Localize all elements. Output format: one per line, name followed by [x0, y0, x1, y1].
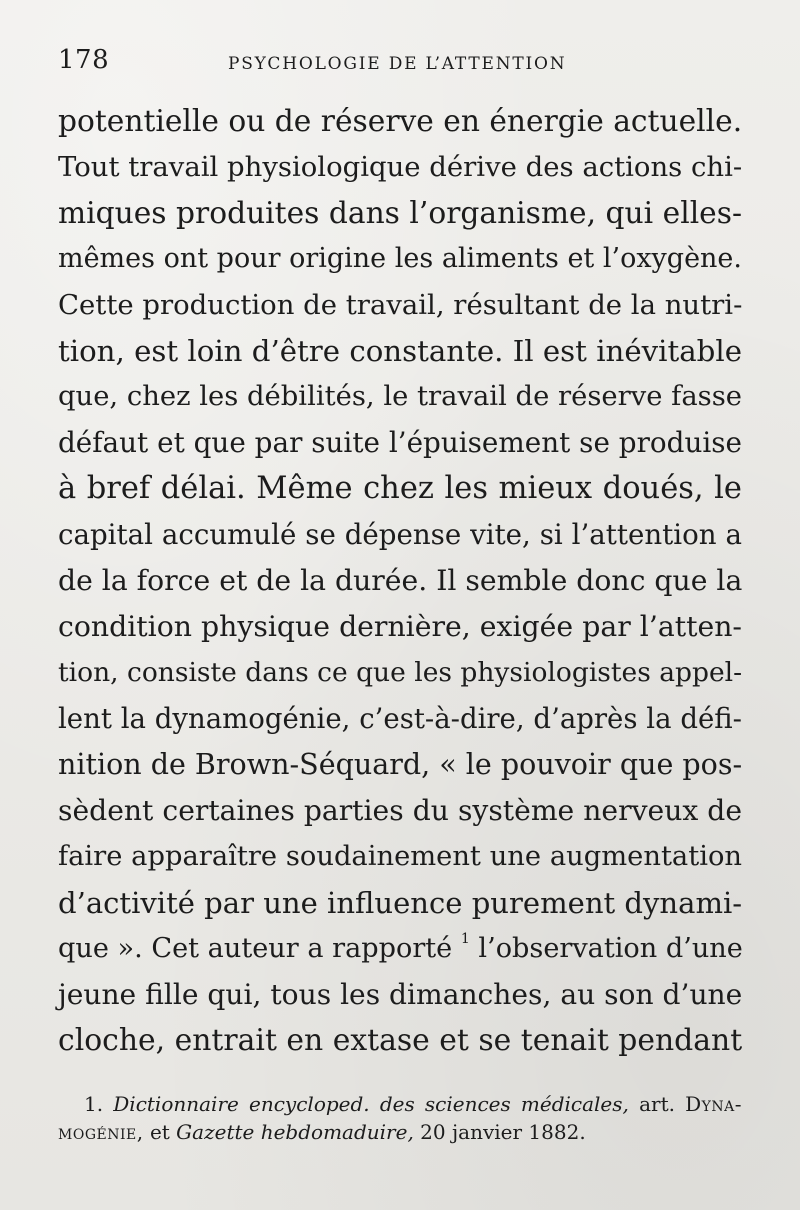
page-header — [58, 44, 748, 84]
text-line: défaut et que par suite l’épuisement se produise — [58, 426, 742, 459]
footnote-line — [58, 1118, 742, 1146]
text-segment: que ». Cet auteur a rapporté — [58, 933, 453, 964]
text-line: jeune fille qui, tous les dimanches, au son d’une — [58, 978, 743, 1011]
footnote — [58, 1090, 742, 1146]
text-line: Cette production de travail, résultant de la nutri- — [58, 289, 743, 321]
footnote-line — [58, 1090, 742, 1118]
text-line: faire apparaître soudainement une augmentation — [58, 841, 743, 872]
text-line: de la force et de la durée. Il semble donc que la — [58, 564, 743, 597]
page-number: 178 — [58, 45, 110, 75]
running-title: PSYCHOLOGIE DE L’ATTENTION — [228, 54, 567, 74]
text-line: potentielle ou de réserve en énergie actuelle. — [58, 103, 743, 138]
text-line: tion, est loin d’être constante. Il est inévitable — [58, 334, 743, 368]
text-line: à bref délai. Même chez les mieux doués, le — [58, 471, 742, 506]
text-line: nition de Brown-Séquard, « le pouvoir que pos- — [58, 748, 743, 781]
text-line: sèdent certaines parties du système nerveux de — [58, 794, 743, 827]
footnote-reference: 1 — [460, 931, 470, 947]
text-line: capital accumulé se dépense vite, si l’attention a — [58, 518, 742, 551]
body-text — [58, 98, 742, 1064]
footnote-number: 1. — [84, 1092, 104, 1116]
text-line: mêmes ont pour origine les aliments et l’oxygène. — [58, 243, 742, 274]
footnote-text: et — [149, 1120, 170, 1144]
text-line: condition physique dernière, exigée par l’atten- — [58, 610, 742, 643]
footnote-source-title: Gazette hebdomaduire, — [176, 1120, 414, 1144]
text-line: que, chez les débilités, le travail de réserve fasse — [58, 381, 743, 412]
footnote-article: mogénie, — [58, 1120, 144, 1144]
footnote-source-title: Dictionnaire encycloped. des sciences médicales, — [113, 1092, 629, 1116]
text-line: miques produites dans l’organisme, qui elles- — [58, 195, 742, 230]
text-line: Tout travail physiologique dérive des actions chi- — [58, 151, 743, 183]
text-line-with-note — [58, 926, 742, 972]
footnote-date: 20 janvier 1882. — [420, 1120, 586, 1144]
text-line: lent la dynamogénie, c’est-à-dire, d’après la défi- — [58, 703, 742, 735]
text-line: d’activité par une influence purement dynami- — [58, 886, 743, 920]
text-line: tion, consiste dans ce que les physiologistes appel- — [58, 657, 743, 688]
text-segment: l’observation d’une — [478, 933, 743, 964]
footnote-text: art. — [639, 1092, 675, 1116]
footnote-article: Dyna- — [685, 1092, 743, 1116]
text-line: cloche, entrait en extase et se tenait pendant — [58, 1023, 743, 1058]
